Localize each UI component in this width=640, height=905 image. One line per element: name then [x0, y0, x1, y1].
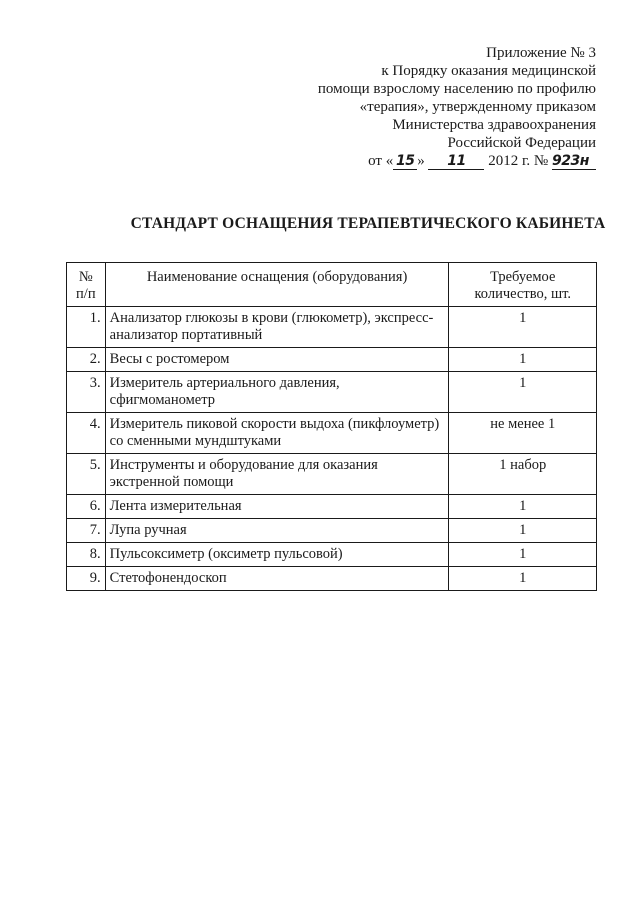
equipment-table [66, 262, 597, 591]
row-num: 4. [67, 413, 106, 454]
row-num: 9. [67, 567, 106, 591]
table-row [67, 495, 597, 519]
row-qty: 1 [449, 543, 597, 567]
row-name: Лента измерительная [105, 495, 449, 519]
date-year: 2012 г. № [488, 153, 549, 169]
table-row [67, 454, 597, 495]
row-num: 6. [67, 495, 106, 519]
row-name: Анализатор глюкозы в крови (глюкометр), экспресс-анализатор портативный [105, 307, 449, 348]
page-title-text: СТАНДАРТ ОСНАЩЕНИЯ ТЕРАПЕВТИЧЕСКОГО КАБИНЕТА [130, 215, 606, 232]
row-num: 3. [67, 372, 106, 413]
row-qty: 1 [449, 495, 597, 519]
header-num-line: п/п [76, 286, 96, 302]
row-num: 8. [67, 543, 106, 567]
table-row [67, 348, 597, 372]
appendix-line: Приложение № 3 [486, 45, 596, 61]
appendix-line: Российской Федерации [447, 135, 596, 151]
appendix-line: Министерства здравоохранения [392, 117, 596, 133]
header-num-line: № [78, 269, 93, 285]
header-qty-line: Требуемое [490, 269, 556, 285]
row-num: 7. [67, 519, 106, 543]
table-row [67, 519, 597, 543]
row-qty: 1 [449, 519, 597, 543]
table-row [67, 372, 597, 413]
row-num: 1. [67, 307, 106, 348]
row-name: Пульсоксиметр (оксиметр пульсовой) [105, 543, 449, 567]
header-name: Наименование оснащения (оборудования) [105, 263, 449, 307]
row-num: 5. [67, 454, 106, 495]
row-qty: не менее 1 [449, 413, 597, 454]
order-number-handwritten: 923н [552, 154, 596, 170]
row-name: Измеритель артериального давления, сфигмоманометр [105, 372, 449, 413]
row-qty: 1 набор [449, 454, 597, 495]
header-qty-line: количество, шт. [474, 286, 571, 302]
date-mid: » [417, 153, 425, 169]
header-qty [449, 263, 597, 307]
row-num: 2. [67, 348, 106, 372]
row-qty: 1 [449, 567, 597, 591]
row-qty: 1 [449, 307, 597, 348]
appendix-header [300, 44, 596, 170]
row-name: Измеритель пиковой скорости выдоха (пикфлоуметр) со сменными мундштуками [105, 413, 449, 454]
row-qty: 1 [449, 372, 597, 413]
table-row [67, 567, 597, 591]
row-name: Лупа ручная [105, 519, 449, 543]
order-date-line [300, 152, 596, 170]
row-name: Стетофонендоскоп [105, 567, 449, 591]
table-row [67, 543, 597, 567]
table-row [67, 413, 597, 454]
date-month-handwritten: 11 [428, 154, 484, 170]
table-header-row [67, 263, 597, 307]
row-qty: 1 [449, 348, 597, 372]
table-row [67, 307, 597, 348]
date-prefix: от « [368, 153, 394, 169]
header-num [67, 263, 106, 307]
appendix-line: «терапия», утвержденному приказом [359, 99, 596, 115]
appendix-line: к Порядку оказания медицинской [381, 63, 596, 79]
appendix-line: помощи взрослому населению по профилю [317, 81, 596, 97]
date-day-handwritten: 15 [393, 154, 417, 170]
row-name: Инструменты и оборудование для оказания экстренной помощи [105, 454, 449, 495]
page-title [0, 215, 640, 233]
row-name: Весы с ростомером [105, 348, 449, 372]
